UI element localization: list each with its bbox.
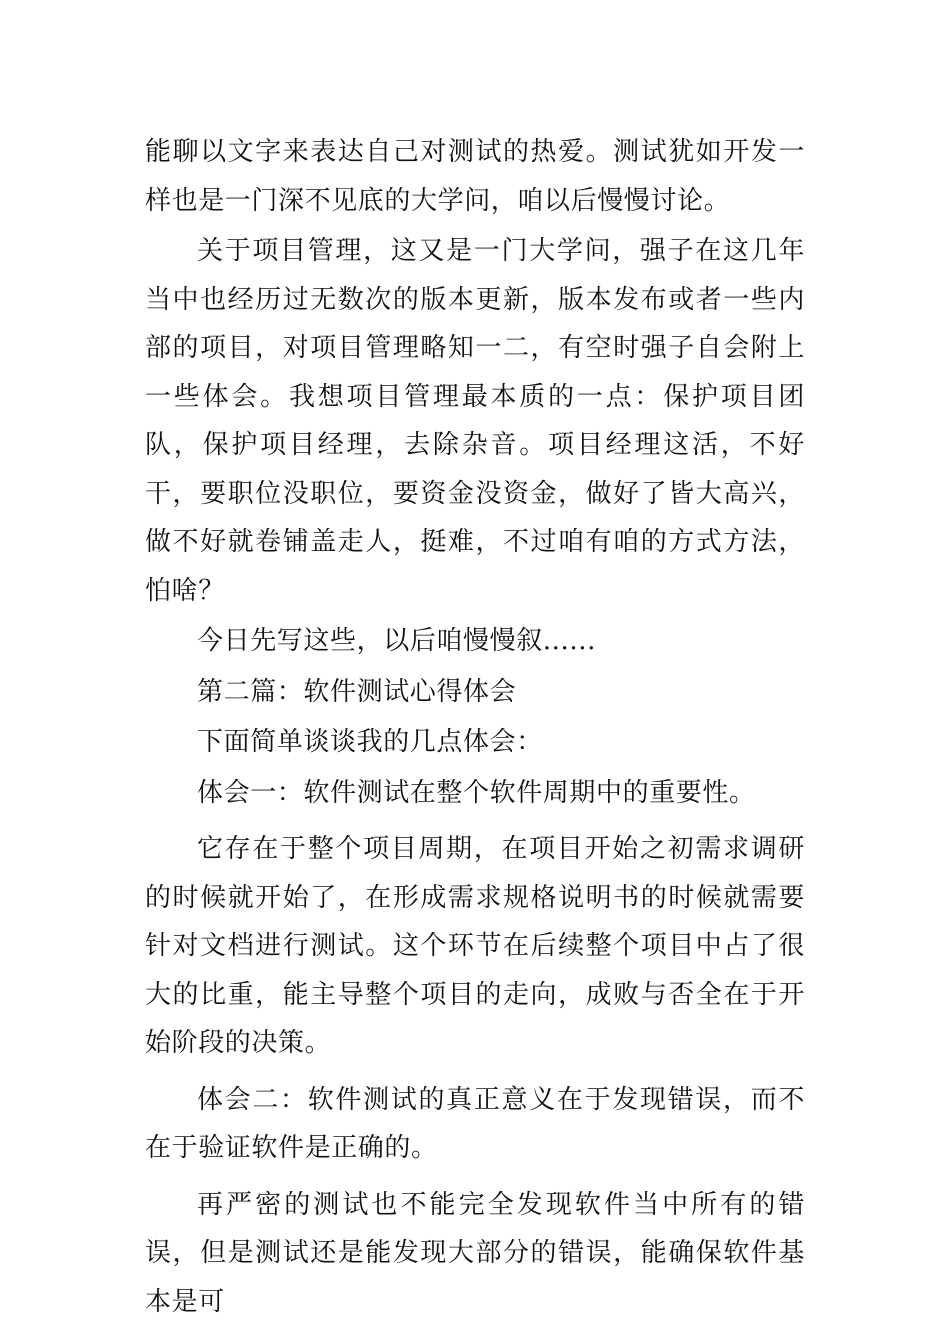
point-heading-two: 体会二：软件测试的真正意义在于发现错误，而不在于验证软件是正确的。 [145, 1084, 805, 1163]
paragraph-continuation: 能聊以文字来表达自己对测试的热爱。测试犹如开发一样也是一门深不见底的大学问，咱以后慢慢讨论。 [145, 137, 805, 216]
document-body [145, 128, 805, 1328]
paragraph-intro: 下面简单谈谈我的几点体会： [197, 727, 543, 757]
paragraph-point-two: 再严密的测试也不能完全发现软件当中所有的错误，但是测试还是能发现大部分的错误，能确保软件基本是可 [145, 1189, 805, 1317]
section-heading-part-two: 第二篇：软件测试心得体会 [197, 676, 517, 707]
paragraph-project-management: 关于项目管理，这又是一门大学问，强子在这几年当中也经历过无数次的版本更新，版本发布或者一些内部的项目，对项目管理略知一二，有空时强子自会附上一些体会。我想项目管理最本质的一点：保护项目团队，保护项目经理，去除杂音。项目经理这活，不好干，要职位没职位，要资金没资金，做好了皆大高兴，做不好就卷铺盖走人，挺难，不过咱有咱的方式方法，怕啥？ [145, 236, 805, 606]
point-heading-one: 体会一：软件测试在整个软件周期中的重要性。 [197, 777, 756, 808]
paragraph-closing-note: 今日先写这些，以后咱慢慢叙...... [197, 626, 596, 656]
paragraph-point-one: 它存在于整个项目周期，在项目开始之初需求调研的时候就开始了，在形成需求规格说明书的时候就需要针对文档进行测试。这个环节在后续整个项目中占了很大的比重，能主导整个项目的走向，成败与否全在于开始阶段的决策。 [145, 834, 805, 1058]
